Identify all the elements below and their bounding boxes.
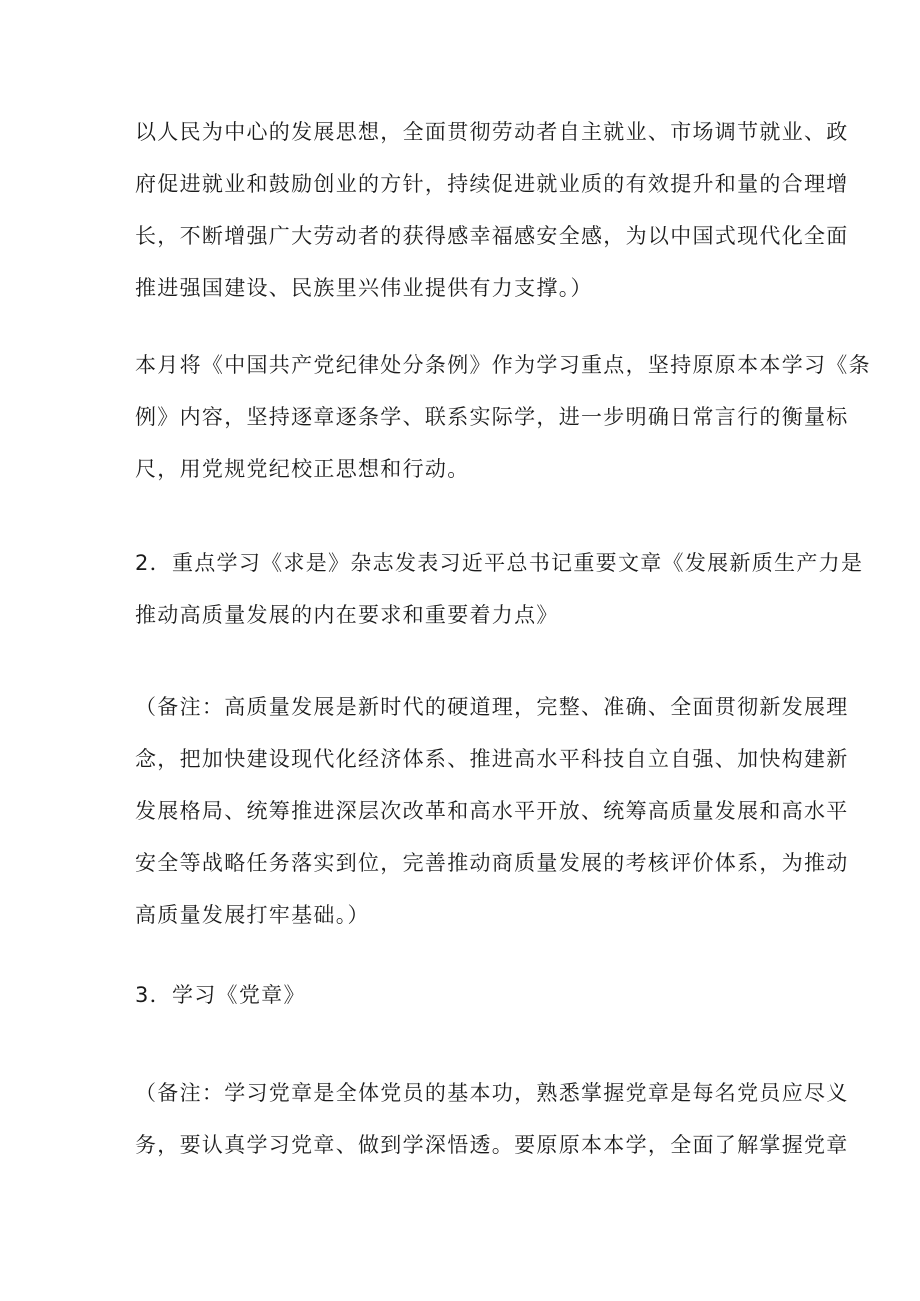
text-line: 3．学习《党章》 [135, 983, 306, 1007]
text-line: 推进强国建设、民族里兴伟业提供有力支撑。） [135, 276, 593, 300]
text-line: 发展格局、统筹推进深层次改革和高水平开放、统筹高质量发展和高水平 [135, 799, 849, 823]
heading-item-3 [135, 969, 795, 1021]
note-item-3 [135, 1067, 849, 1171]
text-line: 推动高质量发展的内在要求和重要着力点》 [135, 603, 559, 627]
text-line: 长，不断增强广大劳动者的获得感幸福感安全感，为以中国式现代化全面 [135, 224, 849, 248]
text-line: 府促进就业和鼓励创业的方针，持续促进就业质的有效提升和量的合理增 [135, 172, 849, 196]
heading-item-2 [135, 537, 864, 641]
text-line: 务，要认真学习党章、做到学深悟透。要原原本本学，全面了解掌握党章 [135, 1133, 849, 1157]
text-line: （备注：学习党章是全体党员的基本功，熟悉掌握党章是每名党员应尽义 [135, 1081, 849, 1105]
paragraph-discipline-regulations [135, 339, 871, 495]
note-item-2 [135, 681, 849, 941]
text-line: 尺，用党规党纪校正思想和行动。 [135, 457, 470, 481]
paragraph-employment-policy [135, 106, 849, 314]
text-line: 以人民为中心的发展思想，全面贯彻劳动者自主就业、市场调节就业、政 [135, 120, 849, 144]
text-line: 2．重点学习《求是》杂志发表习近平总书记重要文章《发展新质生产力是 [135, 551, 864, 575]
text-line: 本月将《中国共产党纪律处分条例》作为学习重点，坚持原原本本学习《条 [135, 353, 871, 377]
text-line: （备注：高质量发展是新时代的硬道理，完整、准确、全面贯彻新发展理 [135, 695, 849, 719]
text-line: 高质量发展打牢基础。） [135, 903, 370, 927]
text-line: 念，把加快建设现代化经济体系、推进高水平科技自立自强、加快构建新 [135, 747, 849, 771]
text-line: 安全等战略任务落实到位，完善推动商质量发展的考核评价体系，为推动 [135, 851, 849, 875]
text-line: 例》内容，坚持逐章逐条学、联系实际学，进一步明确日常言行的衡量标 [135, 405, 849, 429]
